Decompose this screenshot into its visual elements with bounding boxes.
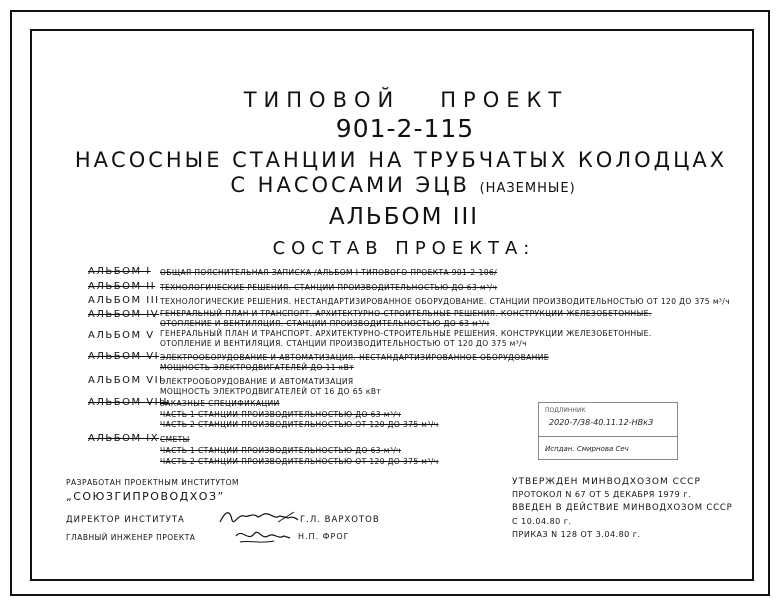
- album-line: ЧАСТЬ 2 СТАНЦИИ ПРОИЗВОДИТЕЛЬНОСТЬЮ ОТ 120 ДО 375 м³/ч: [160, 457, 439, 466]
- composition-heading: СОСТАВ ПРОЕКТА:: [272, 238, 536, 259]
- album-label: АЛЬБОМ III: [88, 295, 160, 306]
- album-line: ТЕХНОЛОГИЧЕСКИЕ РЕШЕНИЯ. СТАНЦИИ ПРОИЗВОДИТЕЛЬНОСТЬЮ ДО 63 м³/ч: [160, 283, 498, 292]
- stamp-checked: Испдан. Смирнова Сеч: [545, 445, 629, 453]
- stamp-number: 2020-7/38-40.11.12-НВкЗ: [549, 418, 654, 427]
- director-signature: [218, 508, 300, 528]
- album-line: ОТОПЛЕНИЕ И ВЕНТИЛЯЦИЯ. СТАНЦИИ ПРОИЗВОДИТЕЛЬНОСТЬЮ ОТ 120 ДО 375 м³/ч: [160, 339, 527, 348]
- project-type-title: [30, 90, 782, 111]
- project-pumps: [24, 175, 782, 196]
- stamp-label: ПОДЛИННИК: [545, 407, 586, 414]
- album-line: ГЕНЕРАЛЬНЫЙ ПЛАН И ТРАНСПОРТ. АРХИТЕКТУРНО-СТРОИТЕЛЬНЫЕ РЕШЕНИЯ. КОНСТРУКЦИИ ЖЕЛЕЗОБЕТОННЫЕ.: [160, 309, 652, 318]
- title-word-1: ТИПОВОЙ: [243, 88, 401, 112]
- album-line: ЭЛЕКТРООБОРУДОВАНИЕ И АВТОМАТИЗАЦИЯ. НЕСТАНДАРТИЗИРОВАННОЕ ОБОРУДОВАНИЕ: [160, 353, 549, 362]
- album-line: ОБЩАЯ ПОЯСНИТЕЛЬНАЯ ЗАПИСКА /АЛЬБОМ I ТИПОВОГО ПРОЕКТА 901-2-106/: [160, 268, 498, 277]
- album-line: ЧАСТЬ 1 СТАНЦИИ ПРОИЗВОДИТЕЛЬНОСТЬЮ ДО 63 м³/ч: [160, 410, 401, 419]
- album-line: ЗАКАЗНЫЕ СПЕЦИФИКАЦИИ: [160, 399, 280, 408]
- album-number: АЛЬБОМ III: [328, 204, 480, 230]
- title-word-2: ПРОЕКТ: [440, 88, 569, 112]
- protocol-line: ПРОТОКОЛ N 67 ОТ 5 ДЕКАБРЯ 1979 г.: [512, 490, 691, 499]
- album-line: ЭЛЕКТРООБОРУДОВАНИЕ И АВТОМАТИЗАЦИЯ: [160, 377, 354, 386]
- album-line: ЧАСТЬ 2 СТАНЦИИ ПРОИЗВОДИТЕЛЬНОСТЬЮ ОТ 120 ДО 375 м³/ч: [160, 420, 439, 429]
- institute-name: „СОЮЗГИПРОВОДХОЗ”: [66, 490, 225, 503]
- director-label: ДИРЕКТОР ИНСТИТУТА: [66, 515, 185, 525]
- chief-engineer-name: Н.П. ФРОГ: [298, 532, 350, 541]
- album-line: МОЩНОСТЬ ЭЛЕКТРОДВИГАТЕЛЕЙ ДО 11 кВт: [160, 363, 354, 372]
- album-line: ТЕХНОЛОГИЧЕСКИЕ РЕШЕНИЯ. НЕСТАНДАРТИЗИРОВАННОЕ ОБОРУДОВАНИЕ. СТАНЦИИ ПРОИЗВОДИТЕЛЬНОСТЬЮ ОТ 120 ДО 375 м³/ч: [160, 297, 731, 306]
- developer-label: РАЗРАБОТАН ПРОЕКТНЫМ ИНСТИТУТОМ: [66, 478, 240, 487]
- project-name: НАСОСНЫЕ СТАНЦИИ НА ТРУБЧАТЫХ КОЛОДЦАХ: [74, 148, 728, 172]
- chief-engineer-label: ГЛАВНЫЙ ИНЖЕНЕР ПРОЕКТА: [66, 533, 196, 542]
- order-line: ПРИКАЗ N 128 ОТ 3.04.80 г.: [512, 530, 641, 539]
- album-label: АЛЬБОМ IV: [88, 309, 160, 320]
- album-label: АЛЬБОМ IX: [88, 433, 160, 444]
- pumps-note: (НАЗЕМНЫЕ): [479, 181, 576, 196]
- stamp-divider: [539, 436, 677, 437]
- album-label: АЛЬБОМ II: [88, 281, 156, 292]
- album-label: АЛЬБОМ V: [88, 330, 155, 341]
- album-label: АЛЬБОМ VI: [88, 351, 160, 362]
- album-line: СМЕТЫ: [160, 435, 190, 444]
- director-name: Г.Л. ВАРХОТОВ: [300, 515, 380, 525]
- album-label: АЛЬБОМ I: [88, 266, 151, 277]
- album-line: ОТОПЛЕНИЕ И ВЕНТИЛЯЦИЯ. СТАНЦИИ ПРОИЗВОДИТЕЛЬНОСТЬЮ ДО 63 м³/ч: [160, 319, 490, 328]
- archive-stamp: [538, 402, 678, 460]
- album-line: МОЩНОСТЬ ЭЛЕКТРОДВИГАТЕЛЕЙ ОТ 16 ДО 65 кВт: [160, 387, 382, 396]
- album-line: ЧАСТЬ 1 СТАНЦИИ ПРОИЗВОДИТЕЛЬНОСТЬЮ ДО 63 м³/ч: [160, 446, 401, 455]
- introduced-date: С 10.04.80 г.: [512, 517, 572, 526]
- album-label: АЛЬБОМ VII: [88, 375, 164, 386]
- project-code: 901-2-115: [335, 114, 475, 143]
- chief-engineer-signature: [234, 526, 292, 546]
- approved-line: УТВЕРЖДЕН МИНВОДХОЗОМ СССР: [512, 477, 701, 487]
- album-line: ГЕНЕРАЛЬНЫЙ ПЛАН И ТРАНСПОРТ. АРХИТЕКТУРНО-СТРОИТЕЛЬНЫЕ РЕШЕНИЯ. КОНСТРУКЦИИ ЖЕЛЕЗОБЕТОННЫЕ.: [160, 329, 652, 338]
- introduced-line: ВВЕДЕН В ДЕЙСТВИЕ МИНВОДХОЗОМ СССР: [512, 503, 733, 513]
- album-label: АЛЬБОМ VIII: [88, 397, 168, 408]
- pumps-text: С НАСОСАМИ ЭЦВ: [230, 173, 470, 197]
